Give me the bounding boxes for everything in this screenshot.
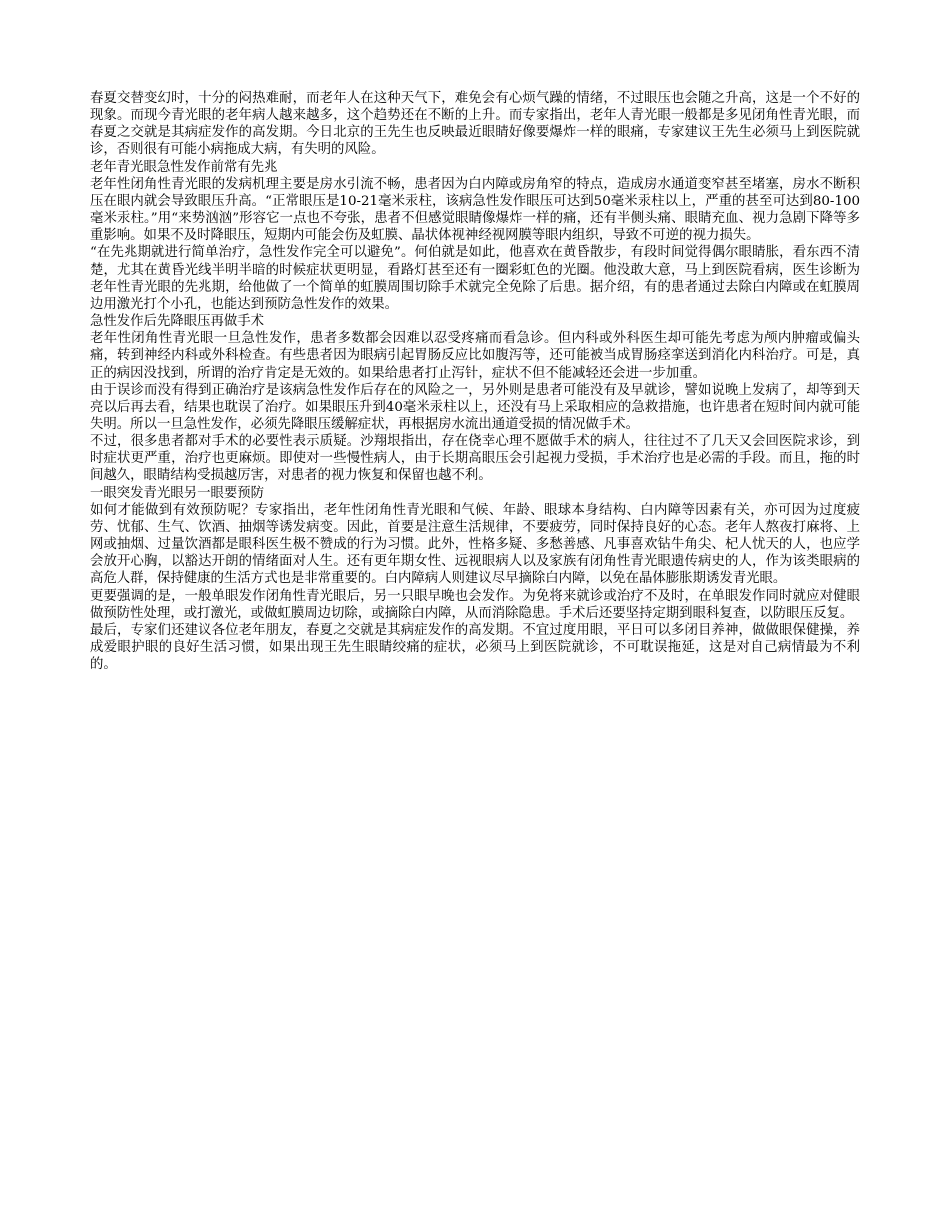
paragraph-conclusion: 最后，专家们还建议各位老年朋友，春夏之交就是其病症发作的高发期。不宜过度用眼，平日可以多闭目养神，做做眼保健操，养成爱眼护眼的良好生活习惯，如果出现王先生眼睛绞痛的症状，必须马上到医院就诊，不可耽误拖延，这是对自己病情最为不利的。 bbox=[90, 622, 860, 673]
section-heading-prevention: 一眼突发青光眼另一眼要预防 bbox=[90, 485, 265, 501]
section-heading-precursor: 老年青光眼急性发作前常有先兆 bbox=[90, 159, 278, 175]
section-heading-acute: 急性发作后先降眼压再做手术 bbox=[90, 314, 265, 330]
paragraph-mechanism: 老年性闭角性青光眼的发病机理主要是房水引流不畅，患者因为白内障或房角窄的特点，造成房水通道变窄甚至堵塞，房水不断积压在眼内就会导致眼压升高。“正常眼压是10-21毫米汞柱，该病急性发作眼压可达到50毫米汞柱以上，严重的甚至可达到80-100毫米汞柱。”用“来势汹汹”形容它一点也不夸张，患者不但感觉眼睛像爆炸一样的痛，还有半侧头痛、眼睛充血、视力急剧下降等多重影响。如果不及时降眼压，短期内可能会伤及虹膜、晶状体视神经视网膜等眼内组织，导致不可逆的视力损失。 bbox=[90, 176, 860, 244]
article-body bbox=[90, 90, 860, 673]
paragraph-early-treatment: “在先兆期就进行简单治疗，急性发作完全可以避免”。何伯就是如此，他喜欢在黄昏散步，有段时间觉得偶尔眼睛胀，看东西不清楚，尤其在黄昏光线半明半暗的时候症状更明显，看路灯甚至还有一圈彩虹色的光圈。他没敢大意，马上到医院看病，医生诊断为老年性青光眼的先兆期，给他做了一个简单的虹膜周围切除手术就完全免除了后患。据介绍，有的患者通过去除白内障或在虹膜周边用激光打个小孔，也能达到预防急性发作的效果。 bbox=[90, 245, 860, 312]
paragraph-intro: 春夏交替变幻时，十分的闷热难耐，而老年人在这种天气下，难免会有心烦气躁的情绪，不过眼压也会随之升高，这是一个不好的现象。而现今青光眼的老年病人越来越多，这个趋势还在不断的上升。而专家指出，老年人青光眼一般都是多见闭角性青光眼，而春夏之交就是其病症发作的高发期。今日北京的王先生也反映最近眼睛好像要爆炸一样的眼痛，专家建议王先生必须马上到医院就诊，否则很有可能小病拖成大病，有失明的风险。 bbox=[90, 91, 860, 158]
paragraph-risk: 由于误诊而没有得到正确治疗是该病急性发作后存在的风险之一，另外则是患者可能没有及早就诊，譬如说晚上发病了，却等到天亮以后再去看，结果也耽误了治疗。如果眼压升到40毫米汞柱以上，还没有马上采取相应的急救措施，也许患者在短时间内就可能失明。所以一旦急性发作，必须先降眼压缓解症状，再根据房水流出通道受损的情况做手术。 bbox=[90, 382, 860, 432]
paragraph-surgery: 不过，很多患者都对手术的必要性表示质疑。沙翔垠指出，存在侥幸心理不愿做手术的病人，往往过不了几天又会回医院求诊，到时症状更严重，治疗也更麻烦。即使对一些慢性病人，由于长期高眼压会引起视力受损，手术治疗也是必需的手段。而且，拖的时间越久，眼睛结构受损越厉害，对患者的视力恢复和保留也越不利。 bbox=[90, 434, 860, 484]
paragraph-prevention: 如何才能做到有效预防呢？专家指出，老年性闭角性青光眼和气候、年龄、眼球本身结构、白内障等因素有关，亦可因为过度疲劳、忧郁、生气、饮酒、抽烟等诱发病变。因此，首要是注意生活规律，不要疲劳，同时保持良好的心态。老年人熬夜打麻将、上网或抽烟、过量饮酒都是眼科医生极不赞成的行为习惯。此外，性格多疑、多愁善感、凡事喜欢钻牛角尖、杞人忧天的人，也应学会放开心胸，以豁达开朗的情绪面对人生。还有更年期女性、远视眼病人以及家族有闭角性青光眼遗传病史的人，作为该类眼病的高危人群，保持健康的生活方式也是非常重要的。白内障病人则建议尽早摘除白内障，以免在晶体膨胀期诱发青光眼。 bbox=[90, 502, 860, 587]
paragraph-other-eye: 更要强调的是，一般单眼发作闭角性青光眼后，另一只眼早晚也会发作。为免将来就诊或治疗不及时，在单眼发作同时就应对健眼做预防性处理，或打激光，或做虹膜周边切除，或摘除白内障，从而消除隐患。手术后还要坚持定期到眼科复查，以防眼压反复。 bbox=[90, 588, 860, 621]
paragraph-misdiagnosis: 老年性闭角性青光眼一旦急性发作，患者多数都会因难以忍受疼痛而看急诊。但内科或外科医生却可能先考虑为颅内肿瘤或偏头痛，转到神经内科或外科检查。有些患者因为眼病引起胃肠反应比如腹泻等，还可能被当成胃肠痉挛送到消化内科治疗。可是，真正的病因没找到，所谓的治疗肯定是无效的。如果给患者打止泻针，症状不但不能减轻还会进一步加重。 bbox=[90, 331, 860, 381]
